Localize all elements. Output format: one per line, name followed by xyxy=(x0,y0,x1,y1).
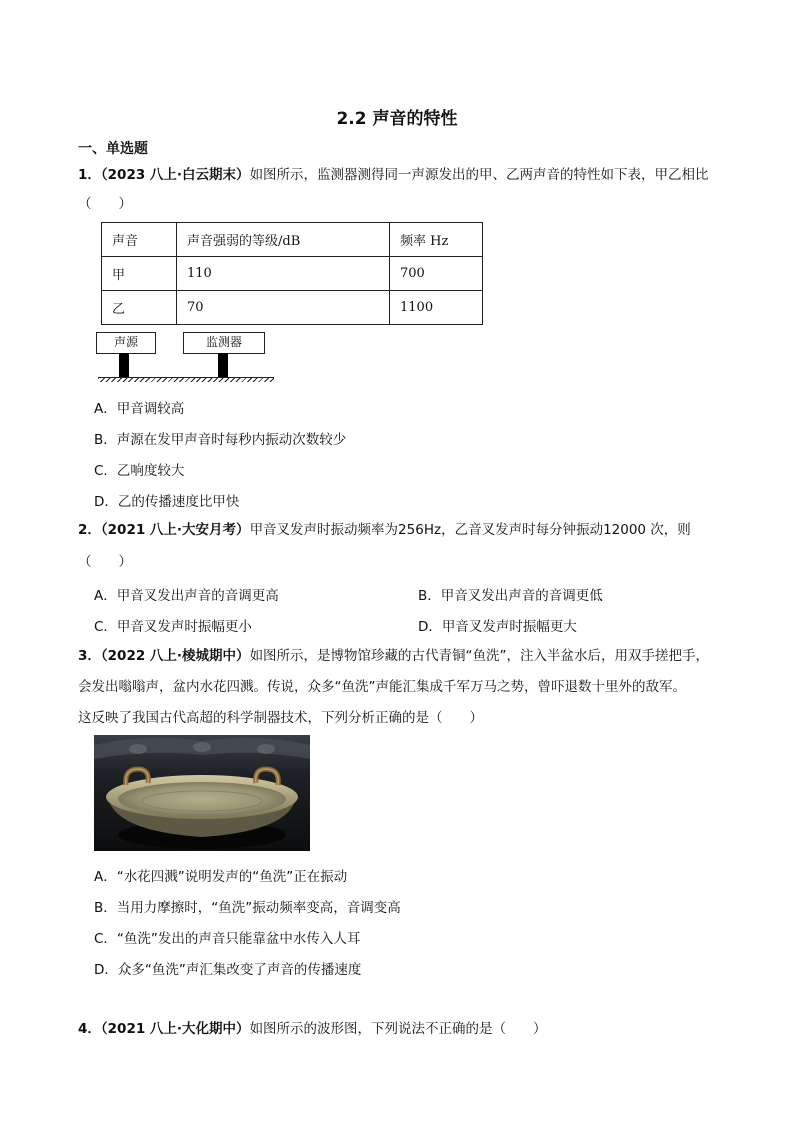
question-2-option-d: D．甲音叉发声时振幅更大 xyxy=(418,619,577,635)
table-header-cell: 频率 Hz xyxy=(390,223,483,257)
fish-basin-illustration xyxy=(94,735,310,851)
section-heading: 一、单选题 xyxy=(78,141,148,157)
question-1-option-b: B．声源在发甲声音时每秒内振动次数较少 xyxy=(94,432,347,448)
table-cell: 1100 xyxy=(390,291,483,325)
question-3-number: 3． xyxy=(78,648,101,664)
question-2-text: 甲音叉发声时振动频率为256Hz，乙音叉发声时每分钟振动12000 次，则 xyxy=(249,522,691,538)
table-header-row xyxy=(102,223,483,257)
table-cell: 700 xyxy=(390,257,483,291)
page-title: 2.2 声音的特性 xyxy=(336,109,458,129)
question-3-line-1 xyxy=(78,646,709,666)
question-2-option-a: A．甲音叉发出声音的音调更高 xyxy=(94,588,279,604)
table-cell: 甲 xyxy=(102,257,177,291)
question-4-line-1 xyxy=(78,1019,547,1039)
bronze-fish-basin-photo xyxy=(94,735,310,851)
question-1-text: 如图所示，监测器测得同一声源发出的甲、乙两声音的特性如下表，甲乙相比 xyxy=(249,167,709,183)
question-2-option-b: B．甲音叉发出声音的音调更低 xyxy=(418,588,603,604)
monitor-stand xyxy=(218,353,228,377)
question-3-option-d: D．众多“鱼洗”声汇集改变了声音的传播速度 xyxy=(94,962,362,978)
question-1-option-d: D．乙的传播速度比甲快 xyxy=(94,494,240,510)
sound-source-stand xyxy=(119,353,129,377)
question-4-number: 4． xyxy=(78,1021,101,1037)
table-row xyxy=(102,257,483,291)
question-3-option-a: A．“水花四溅”说明发声的“鱼洗”正在振动 xyxy=(94,869,348,885)
question-2-line-1 xyxy=(78,520,691,540)
sound-source-box: 声源 xyxy=(96,332,156,354)
question-2-option-c: C．甲音叉发声时振幅更小 xyxy=(94,619,252,635)
question-3-line-2: 会发出嗡嗡声，盆内水花四溅。传说，众多“鱼洗”声能汇集成千军万马之势，曾吓退数十里外的敌军。 xyxy=(78,679,686,695)
question-1-option-a: A．甲音调较高 xyxy=(94,401,185,417)
table-cell: 110 xyxy=(177,257,390,291)
question-1-line-1 xyxy=(78,165,709,185)
question-2-number: 2． xyxy=(78,522,101,538)
table-header-cell: 声音 xyxy=(102,223,177,257)
monitor-box: 监测器 xyxy=(183,332,265,354)
question-1-line-2: （ ） xyxy=(78,196,132,212)
question-3-source: （2022 八上·棱城期中） xyxy=(100,648,250,664)
question-3-text: 如图所示，是博物馆珍藏的古代青铜“鱼洗”，注入半盆水后，用双手搓把手， xyxy=(249,648,710,664)
table-cell: 70 xyxy=(177,291,390,325)
question-4-text: 如图所示的波形图，下列说法不正确的是（ ） xyxy=(249,1021,547,1037)
table-cell: 乙 xyxy=(102,291,177,325)
question-3-option-c: C．“鱼洗”发出的声音只能靠盆中水传入人耳 xyxy=(94,931,361,947)
question-2-source: （2021 八上·大安月考） xyxy=(100,522,250,538)
question-4-source: （2021 八上·大化期中） xyxy=(100,1021,250,1037)
table-header-cell: 声音强弱的等级/dB xyxy=(177,223,390,257)
ground-line xyxy=(98,377,274,382)
question-2-line-2: （ ） xyxy=(78,554,132,570)
question-1-number: 1． xyxy=(78,167,101,183)
sound-property-table xyxy=(101,222,483,325)
question-3-option-b: B．当用力摩擦时，“鱼洗”振动频率变高，音调变高 xyxy=(94,900,401,916)
table-row xyxy=(102,291,483,325)
question-1-option-c: C．乙响度较大 xyxy=(94,463,185,479)
question-1-source: （2023 八上·白云期末） xyxy=(100,167,250,183)
question-3-line-3: 这反映了我国古代高超的科学制器技术，下列分析正确的是（ ） xyxy=(78,710,483,726)
